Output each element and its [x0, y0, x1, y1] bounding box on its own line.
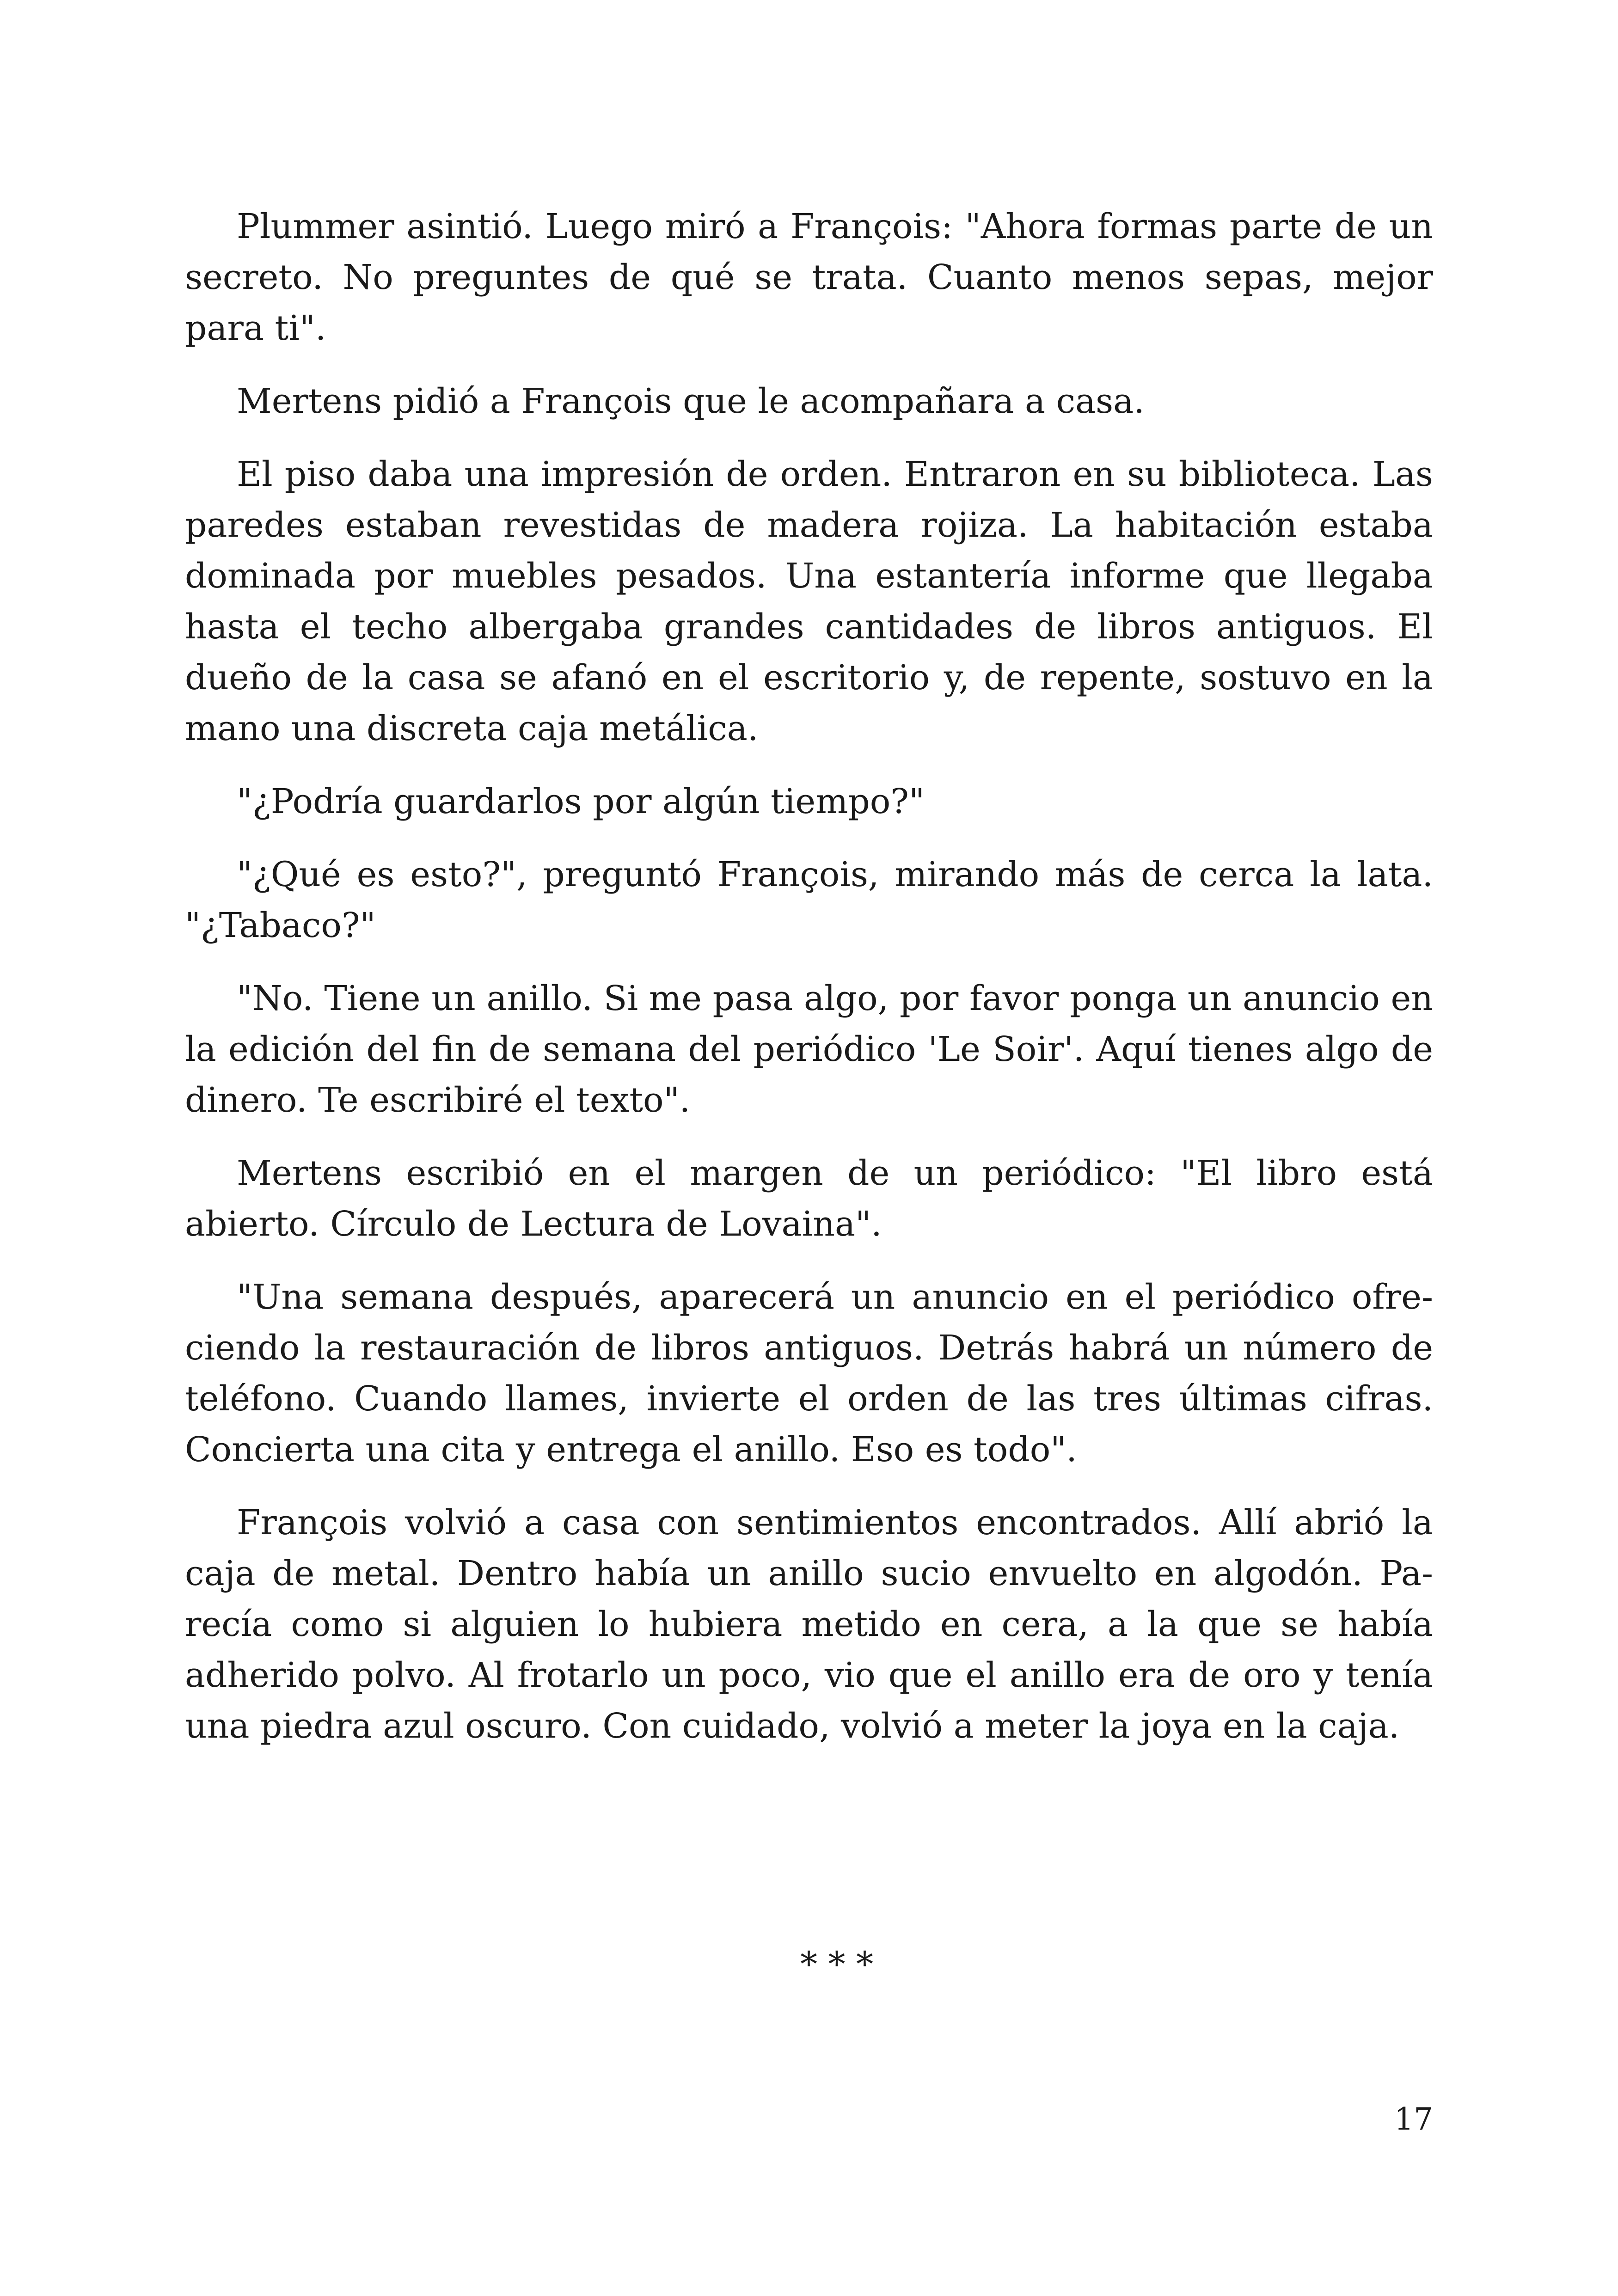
- paragraph-7: Mertens escribió en el margen de un periódico: "El libro está abierto. Círculo de Lectura de Lovaina".: [185, 1153, 1433, 1244]
- paragraph-4: "¿Podría guardarlos por algún tiempo?": [237, 782, 925, 821]
- paragraph-5: "¿Qué es esto?", preguntó François, mirando más de cerca la lata. "¿Tabaco?": [185, 855, 1433, 945]
- section-separator: * * *: [800, 1945, 874, 1984]
- paragraph-1: Plummer asintió. Luego miró a François: "Ahora formas parte de un secreto. No preguntes de qué se trata. Cuanto menos sepas, mejor para ti".: [185, 207, 1433, 348]
- paragraph-8: "Una semana después, aparecerá un anuncio en el periódico ofreciendo la restauración de libros antiguos. Detrás habrá un número de teléfono. Cuando llames, invierte el orden de las tres últimas cifras. Concierta una cita y entrega el anillo. Eso es todo".: [185, 1277, 1433, 1469]
- paragraph-2: Mertens pidió a François que le acompañara a casa.: [237, 381, 1145, 421]
- paragraph-3: El piso daba una impresión de orden. Entraron en su biblioteca. Las paredes estaban revestidas de madera rojiza. La habitación estaba dominada por muebles pesados. Una estantería informe que llegaba hasta el techo albergaba grandes cantidades de libros antiguos. El dueño de la casa se afanó en el escritorio y, de repente, sostuvo en la mano una discreta caja metálica.: [185, 454, 1433, 748]
- page-number: 17: [1394, 2101, 1433, 2137]
- paragraph-9: François volvió a casa con sentimientos encontrados. Allí abrió la caja de metal. Dentro había un anillo sucio envuelto en algodón. Parecía como si alguien lo hubiera metido en cera, a la que se había adherido polvo. Al frotarlo un poco, vio que el anillo era de oro y tenía una piedra azul oscuro. Con cuidado, volvió a meter la joya en la caja.: [185, 1503, 1433, 1746]
- body-text: [185, 201, 1433, 1774]
- paragraph-6: "No. Tiene un anillo. Si me pasa algo, por favor ponga un anuncio en la edición del fin de semana del periódico 'Le Soir'. Aquí tienes algo de dinero. Te escribiré el texto".: [185, 979, 1433, 1120]
